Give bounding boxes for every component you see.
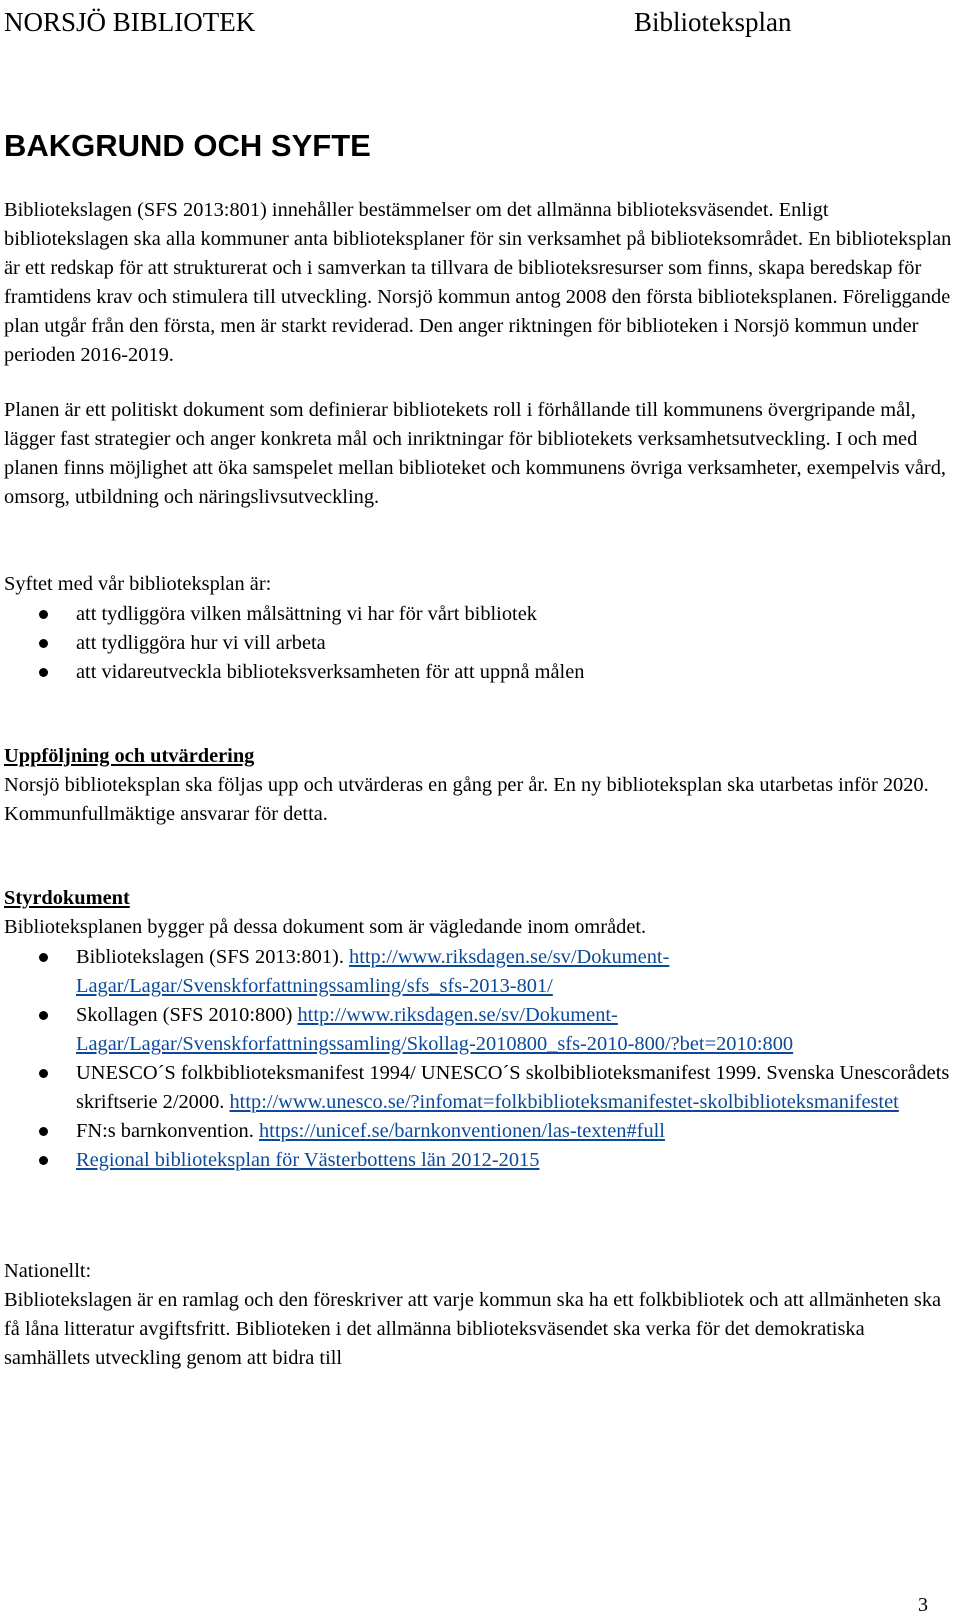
bullet-icon xyxy=(39,1156,48,1165)
page-header xyxy=(4,4,960,40)
header-library-name: NORSJÖ BIBLIOTEK xyxy=(4,7,256,37)
purpose-list xyxy=(4,600,954,687)
governing-list-item xyxy=(4,943,954,1001)
header-document-title: Biblioteksplan xyxy=(634,7,792,37)
bullet-icon xyxy=(39,1011,48,1020)
bullet-icon xyxy=(39,639,48,648)
governing-intro: Biblioteksplanen bygger på dessa dokument som är vägledande inom området. xyxy=(4,916,647,938)
riksdagen-skollagen-link[interactable]: http://www.riksdagen.se/sv/Dokument-Lagar/Lagar/Svenskforfattningssamling/Skollag-2010800_sfs-2010-800/?bet=2010:800 xyxy=(76,1004,794,1055)
bullet-icon xyxy=(39,668,48,677)
purpose-intro: Syftet med vår biblioteksplan är: xyxy=(4,573,272,595)
followup-text: Norsjö biblioteksplan ska följas upp och utvärderas en gång per år. En ny biblioteksplan ska utarbetas inför 2020. Kommunfullmäktige ansvarar för detta. xyxy=(4,774,929,825)
purpose-list-item xyxy=(4,658,954,687)
unesco-manifest-link[interactable]: http://www.unesco.se/?infomat=folkbiblioteksmanifestet-skolbiblioteksmanifestet xyxy=(229,1091,899,1113)
governing-list xyxy=(4,943,954,1175)
purpose-item-text: att tydliggöra vilken målsättning vi har för vårt bibliotek xyxy=(76,603,537,625)
bullet-icon xyxy=(39,610,48,619)
governing-item-text: Bibliotekslagen (SFS 2013:801). xyxy=(76,946,350,968)
purpose-list-item xyxy=(4,600,954,629)
governing-item-text: FN:s barnkonvention. xyxy=(76,1120,259,1142)
purpose-item-text: att vidareutveckla biblioteksverksamheten för att uppnå målen xyxy=(76,661,585,683)
governing-heading: Styrdokument xyxy=(4,887,130,909)
governing-list-item xyxy=(4,1001,954,1059)
background-paragraph-2: Planen är ett politiskt dokument som definierar bibliotekets roll i förhållande till kommunens övergripande mål, lägger fast strategier och anger konkreta mål och inriktningar för bibliotekets verksamhetsutveckling. I och med planen finns möjlighet att öka samspelet mellan biblioteket och kommunens övriga verksamheter, exempelvis vård, omsorg, utbildning och näringslivsutveckling. xyxy=(4,399,947,508)
page-content xyxy=(4,126,954,1373)
governing-list-item xyxy=(4,1117,954,1146)
governing-item-text: Skollagen (SFS 2010:800) xyxy=(76,1004,298,1026)
page-number: 3 xyxy=(918,1594,928,1616)
governing-item-text: UNESCO´S folkbiblioteksmanifest 1994/ UNESCO´S skolbiblioteksmanifest 1999. Svenska Unescorådets skriftserie 2/2000. xyxy=(76,1062,950,1113)
bullet-icon xyxy=(39,1069,48,1078)
unicef-barnkonventionen-link[interactable]: https://unicef.se/barnkonventionen/las-texten#full xyxy=(258,1120,665,1142)
riksdagen-bibliotekslagen-link[interactable]: http://www.riksdagen.se/sv/Dokument-Lagar/Lagar/Svenskforfattningssamling/sfs_sfs-2013-801/ xyxy=(76,946,670,997)
followup-heading: Uppföljning och utvärdering xyxy=(4,745,255,767)
purpose-item-text: att tydliggöra hur vi vill arbeta xyxy=(76,632,326,654)
purpose-list-item xyxy=(4,629,954,658)
governing-list-item xyxy=(4,1059,954,1117)
regional-biblioteksplan-link[interactable]: Regional biblioteksplan för Västerbottens län 2012-2015 xyxy=(76,1149,540,1171)
national-text: Bibliotekslagen är en ramlag och den föreskriver att varje kommun ska ha ett folkbibliotek och att allmänheten ska få låna litteratur avgiftsfritt. Biblioteken i det allmänna biblioteksväsendet ska verka för det demokratiska samhällets utveckling genom att bidra till xyxy=(4,1289,942,1369)
section-heading: BAKGRUND OCH SYFTE xyxy=(4,128,371,163)
national-heading: Nationellt: xyxy=(4,1260,92,1282)
bullet-icon xyxy=(39,953,48,962)
background-paragraph-1: Bibliotekslagen (SFS 2013:801) innehåller bestämmelser om det allmänna biblioteksväsendet. Enligt bibliotekslagen ska alla kommuner anta biblioteksplaner för sin verksamhet på biblioteksområdet. En biblioteksplan är ett redskap för att strukturerat och i samverkan ta tillvara de biblioteksresurser som finns, skapa beredskap för framtidens krav och stimulera till utveckling. Norsjö kommun antog 2008 den första biblioteksplanen. Föreliggande plan utgår från den första, men är starkt reviderad. Den anger riktningen för biblioteken i Norsjö kommun under perioden 2016-2019. xyxy=(4,199,952,366)
bullet-icon xyxy=(39,1127,48,1136)
governing-list-item xyxy=(4,1146,954,1175)
